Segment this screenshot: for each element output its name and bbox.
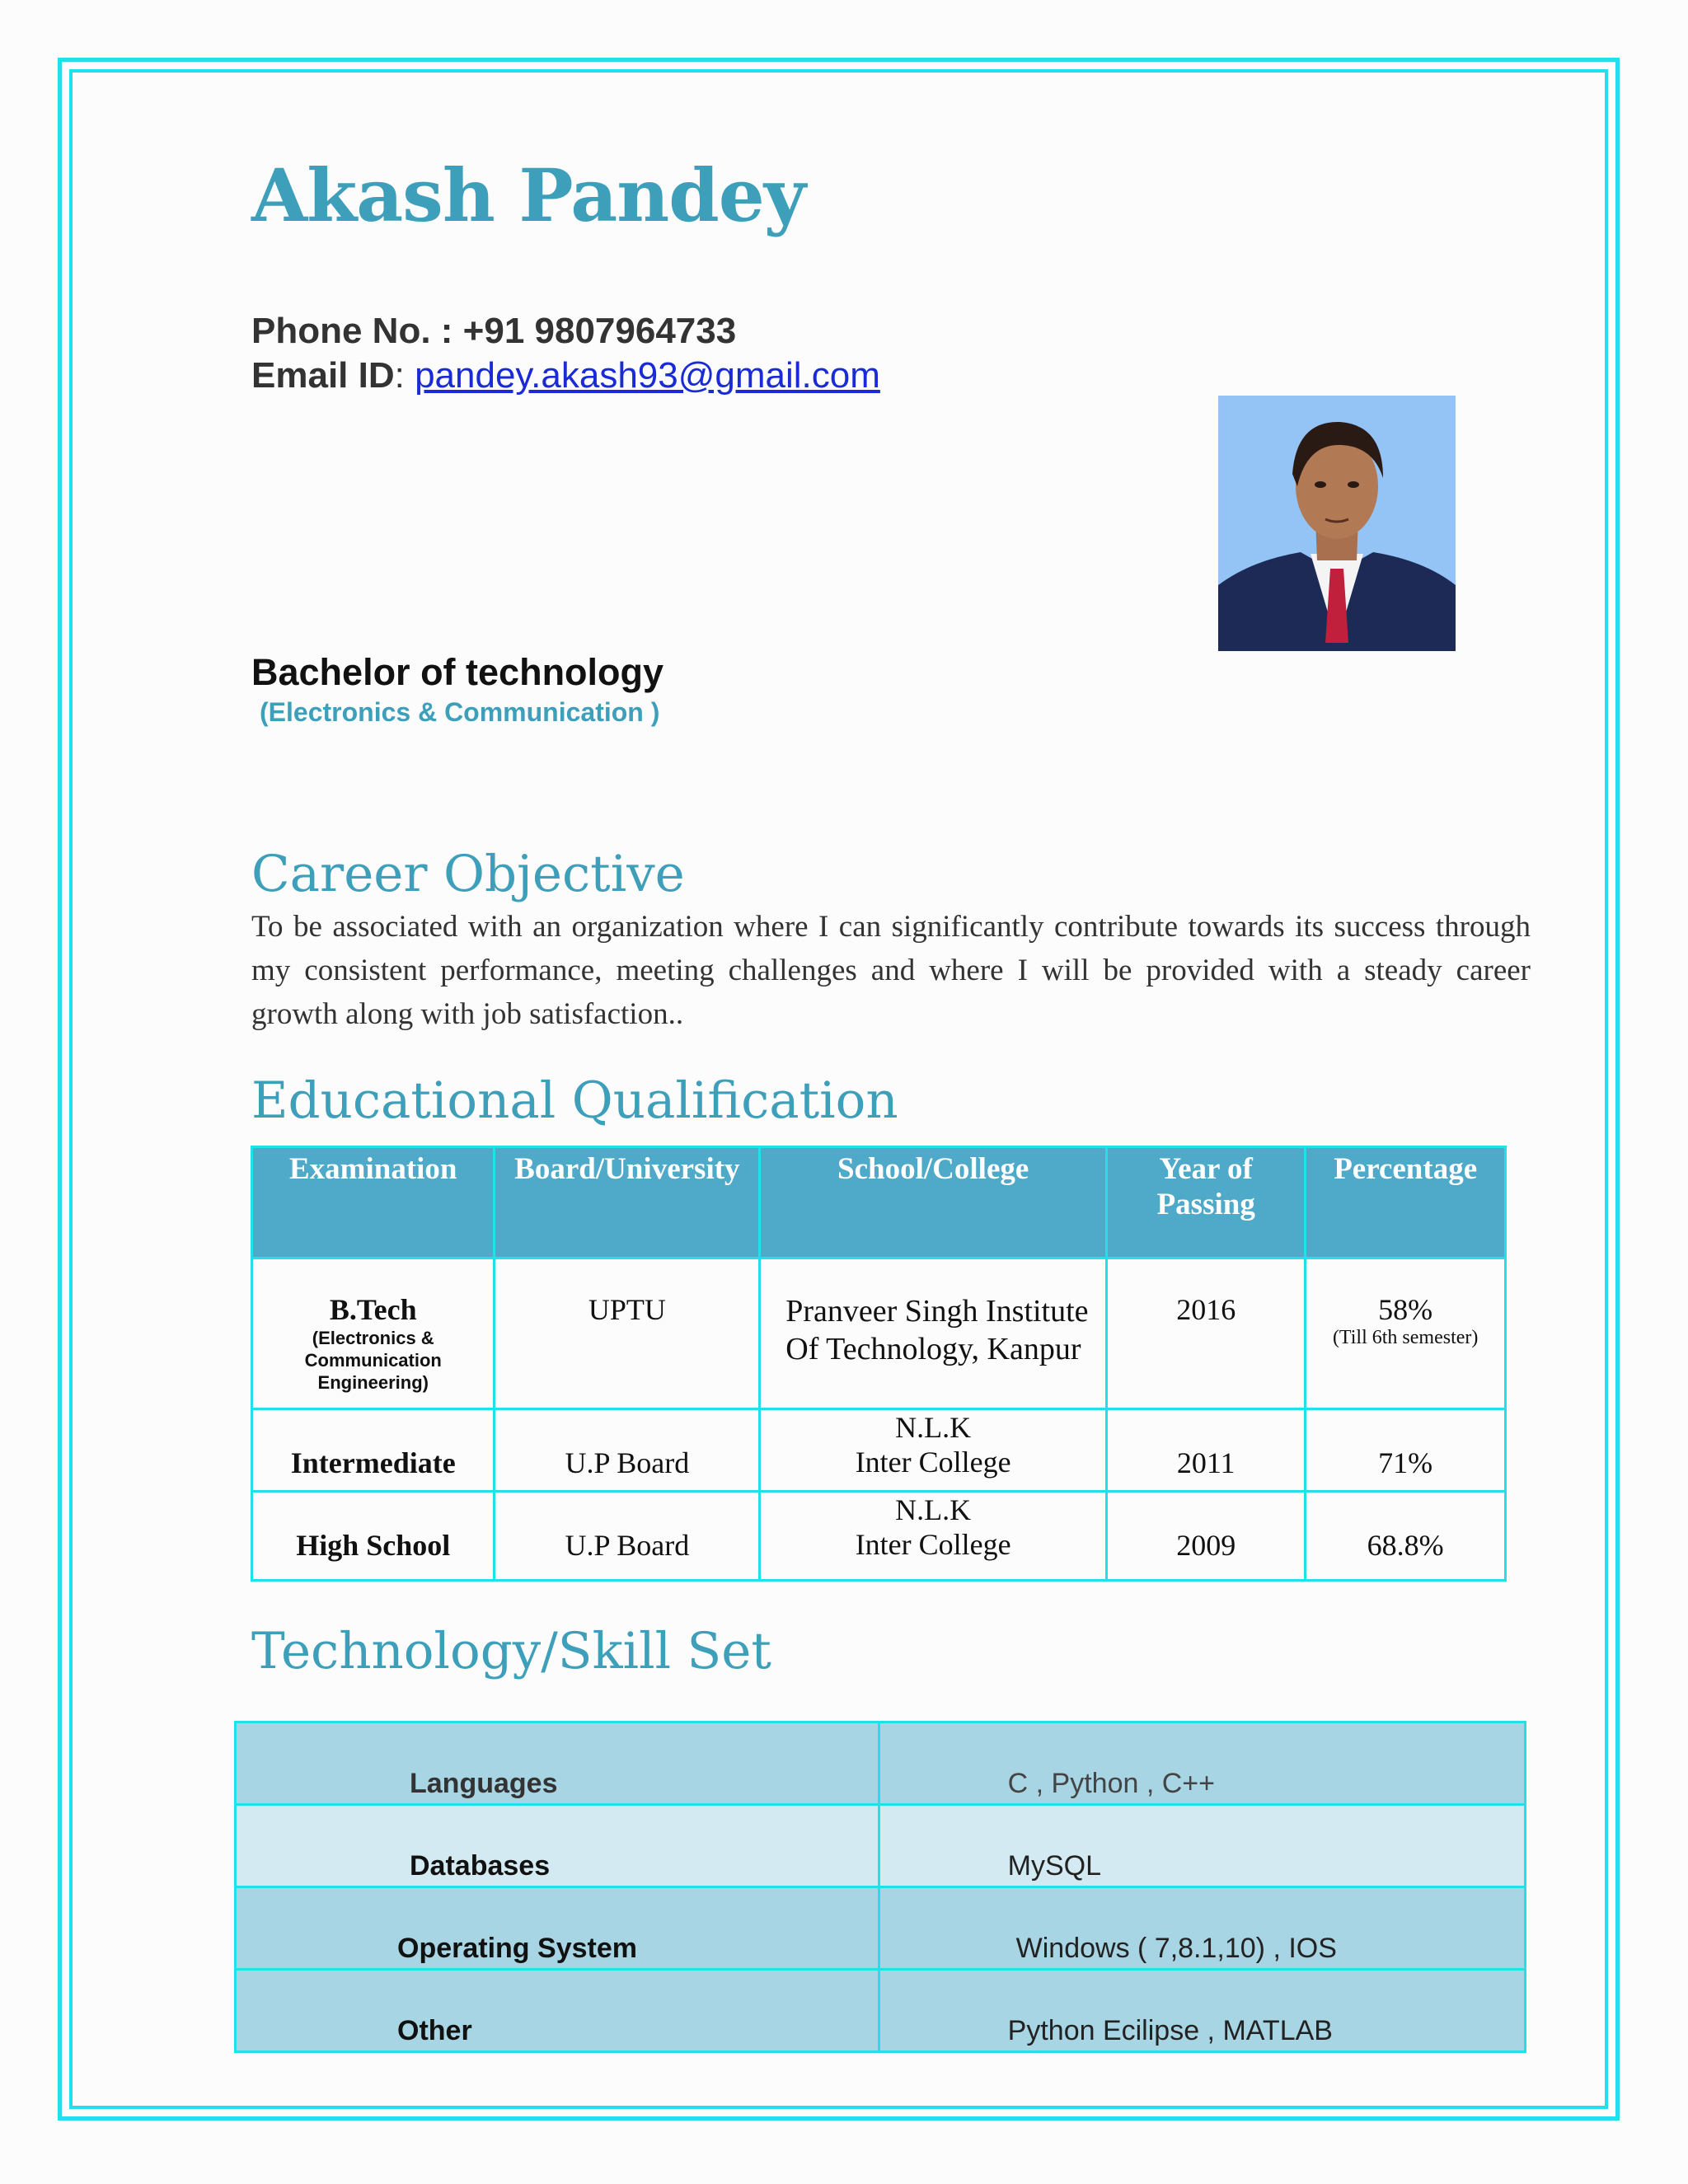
school-line1: N.L.K [895,1493,972,1526]
table-row [236,1722,1526,1805]
table-row [252,1409,1506,1492]
education-table [251,1146,1507,1582]
skill-label: Languages [410,1768,558,1799]
candidate-name: Akash Pandey [251,152,805,238]
board-cell: U.P Board [495,1492,760,1581]
percent-note: (Till 6th semester) [1332,1327,1479,1348]
col-examination: Examination [252,1147,495,1258]
board-cell: U.P Board [495,1409,760,1492]
profile-photo [1218,396,1456,651]
exam-name: Intermediate [252,1409,495,1492]
school-cell: Pranveer Singh Institute Of Technology, Kanpur [760,1258,1107,1409]
skill-value: Windows ( 7,8.1,10) , IOS [1015,1933,1337,1964]
email-link[interactable]: pandey.akash93@gmail.com [415,355,880,396]
skills-table [234,1721,1526,2053]
percent-value: 68.8% [1306,1492,1506,1581]
col-school: School/College [760,1147,1107,1258]
degree-title: Bachelor of technology [251,651,664,693]
degree-subtitle: (Electronics & Communication ) [260,697,660,727]
skill-value: C , Python , C++ [1007,1768,1216,1799]
year-cell: 2016 [1107,1258,1306,1409]
phone-line: Phone No. : +91 9807964733 [251,311,737,351]
email-separator: : [394,355,415,396]
col-percentage: Percentage [1306,1147,1506,1258]
board-cell: UPTU [495,1258,760,1409]
table-row [236,1970,1526,2052]
percent-value: 58% [1378,1293,1433,1326]
contact-block [251,309,880,398]
year-cell: 2009 [1107,1492,1306,1581]
exam-name: B.Tech [329,1293,417,1326]
skill-label: Other [397,2015,472,2046]
skill-label: Databases [410,1850,551,1882]
education-header-row [252,1147,1506,1258]
year-cell: 2011 [1107,1409,1306,1492]
col-year: Year of Passing [1107,1147,1306,1258]
career-objective-text: To be associated with an organization where I can significantly contribute towards its success through my consistent performance, meeting challenges and where I will be provided with a steady career growth along with job satisfaction.. [251,910,1531,1031]
school-line2: Inter College [855,1528,1011,1561]
col-board: Board/University [495,1147,760,1258]
exam-sub: (Electronics & Communication Engineering) [304,1328,442,1393]
school-line1: N.L.K [895,1411,972,1444]
career-objective-heading: Career Objective [251,845,685,903]
skill-value: Python Ecilipse , MATLAB [1007,2015,1333,2046]
school-line2: Inter College [855,1446,1011,1479]
skills-heading: Technology/Skill Set [251,1622,771,1680]
skill-value: MySQL [1007,1850,1102,1882]
exam-name: High School [252,1492,495,1581]
table-row [252,1258,1506,1409]
education-heading: Educational Qualification [251,1071,898,1130]
table-row [236,1805,1526,1887]
degree-block [251,651,663,728]
table-row [236,1887,1526,1970]
skill-label: Operating System [397,1933,637,1964]
email-label: Email ID [251,355,395,396]
percent-value: 71% [1306,1409,1506,1492]
table-row [252,1492,1506,1581]
